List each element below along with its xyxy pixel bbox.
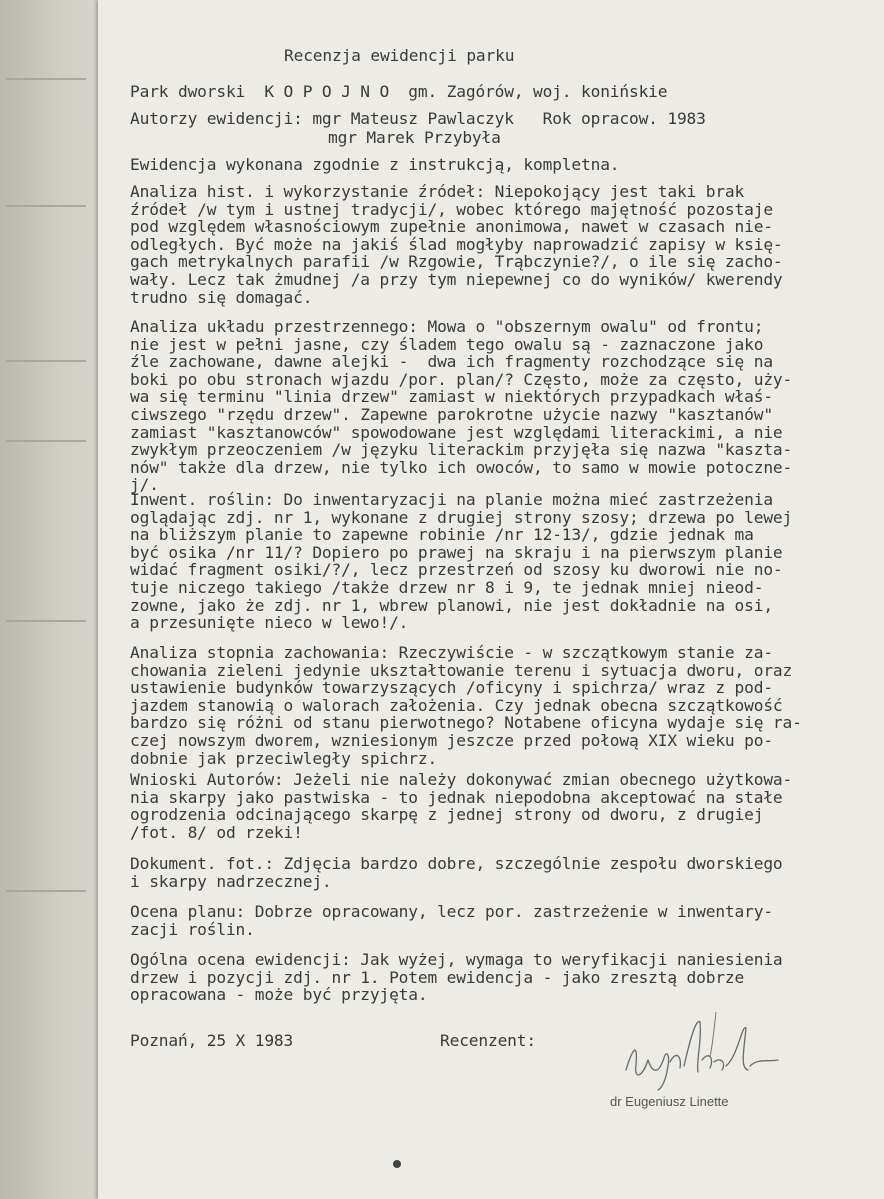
text-line: Analiza układu przestrzennego: Mowa o "obszernym owalu" od frontu; — [130, 317, 764, 336]
punch-mark — [393, 1160, 401, 1168]
text-line: trudno się domagać. — [130, 287, 313, 307]
text-line: j/. — [130, 475, 159, 495]
text-line: opracowana - może być przyjęta. — [130, 985, 428, 1005]
text-line: na bliższym planie to zapewne robinie /nr 12-13/, gdzie jednak ma — [130, 525, 754, 545]
text-line: tuje niczego takiego /także drzew nr 8 i 9, te jednak mniej nieod- — [130, 578, 764, 597]
park-line: Park dworski K O P O J N O gm. Zagórów, woj. konińskie — [130, 82, 668, 101]
text-line: odległych. Być może na jakiś ślad mogłyby naprowadzić zapisy w księ- — [130, 234, 783, 254]
text-line: źródeł /w tym i ustnej tradycji/, wobec którego majętność pozostaje — [130, 199, 773, 219]
text-line: Inwent. roślin: Do inwentaryzacji na planie można mieć zastrzeżenia — [130, 490, 773, 509]
text-line: wa się terminu "linia drzew" zamiast w niektórych przypadkach właś- — [130, 387, 773, 407]
text-line: oglądając zdj. nr 1, wykonane z drugiej strony szosy; drzewa po lewej — [130, 507, 793, 527]
text-line: zwykłym przeoczeniem /w języku literackim przyjęła się nazwa "kaszta- — [130, 440, 793, 460]
background-edge — [0, 0, 98, 1199]
text-line: Dokument. fot.: Zdjęcia bardzo dobre, szczególnie zespołu dworskiego — [130, 854, 783, 873]
text-line: zacji roślin. — [130, 919, 255, 939]
text-line: wały. Lecz tak żmudnej /a przy tym niepewnej co do wyników/ kwerendy — [130, 270, 783, 289]
text-line: boki po obu stronach wjazdu /por. plan/? Często, może za często, uży- — [130, 369, 793, 389]
text-line: dobnie jak przeciwległy spichrz. — [130, 748, 438, 768]
text-line: ciwszego "rzędu drzew". Zapewne parokrotne użycie nazwy "kasztanów" — [130, 405, 773, 424]
text-line: chowania zieleni jedynie ukształtowanie terenu i sytuacja dworu, oraz — [130, 660, 793, 680]
document-page — [98, 0, 884, 1199]
authors-line: Autorzy ewidencji: mgr Mateusz Pawlaczyk Rok opracow. 1983 — [130, 109, 706, 128]
text-line: zamiast "kasztanowców" spowodowane jest względami literackimi, a nie — [130, 422, 783, 442]
text-line: być osika /nr 11/? Dopiero po prawej na skraju i na pierwszym planie — [130, 542, 783, 562]
text-line: /fot. 8/ od rzeki! — [130, 822, 303, 842]
place-date: Poznań, 25 X 1983 — [130, 1031, 294, 1050]
text-line: bardzo się różni od stanu pierwotnego? Notabene oficyna wydaje się ra- — [130, 713, 802, 733]
text-line: gach metrykalnych parafii /w Rzgowie, Trąbczynie?/, o ile się zacho- — [130, 252, 783, 272]
text-line: Analiza hist. i wykorzystanie źródeł: Niepokojący jest taki brak — [130, 182, 745, 201]
text-line: Ogólna ocena ewidencji: Jak wyżej, wymaga to weryfikacji naniesienia — [130, 950, 783, 969]
reviewer-label: Recenzent: — [440, 1031, 536, 1050]
text-line: jazdem stanowią o walorach założenia. Czy jednak obecna szczątkowość — [130, 695, 783, 715]
text-line: a przesunięte nieco w lewo!/. — [130, 613, 409, 633]
text-line: i skarpy nadrzecznej. — [130, 871, 332, 891]
typed-text — [98, 0, 802, 1050]
authors-line-second: mgr Marek Przybyła — [328, 128, 501, 147]
text-line: ogrodzenia odcinającego skarpę z jednej strony od dworu, z drugiej — [130, 805, 764, 825]
document-title: Recenzja ewidencji parku — [284, 46, 515, 65]
text-line: zowne, jako że zdj. nr 1, wbrew planowi, nie jest dokładnie na osi, — [130, 595, 773, 615]
text-line: Analiza stopnia zachowania: Rzeczywiście - w szczątkowym stanie za- — [130, 643, 773, 662]
text-line: nów" także dla drzew, nie tylko ich owoców, to samo w mowie potoczne- — [130, 457, 793, 477]
text-line: źle zachowane, dawne alejki - dwa ich fragmenty rozchodzące się na — [130, 352, 773, 372]
instruction-line: Ewidencja wykonana zgodnie z instrukcją, kompletna. — [130, 155, 620, 174]
text-line: Ocena planu: Dobrze opracowany, lecz por. zastrzeżenie w inwentary- — [130, 902, 773, 921]
text-line: widać fragment osiki/?/, lecz przestrzeń od szosy ku dworowi nie no- — [130, 560, 783, 580]
text-line: czej nowszym dworem, wzniesionym jeszcze przed połową XIX wieku po- — [130, 731, 773, 750]
reviewer-stamp: dr Eugeniusz Linette — [610, 1094, 729, 1109]
text-line: nia skarpy jako pastwiska - to jednak niepodobna akceptować na stałe — [130, 787, 783, 807]
text-line: Wnioski Autorów: Jeżeli nie należy dokonywać zmian obecnego użytkowa- — [130, 770, 793, 789]
text-line: drzew i pozycji zdj. nr 1. Potem ewidencja - jako zresztą dobrze — [130, 967, 745, 987]
signature-image — [618, 1010, 788, 1100]
text-line: pod względem własnościowym zupełnie anonimowa, nawet w czasach nie- — [130, 217, 773, 237]
text-line: nie jest w pełni jasne, czy śladem tego owalu są - zaznaczone jako — [130, 334, 764, 354]
text-line: ustawienie budynków towarzyszących /oficyny i spichrza/ wraz z pod- — [130, 678, 773, 698]
